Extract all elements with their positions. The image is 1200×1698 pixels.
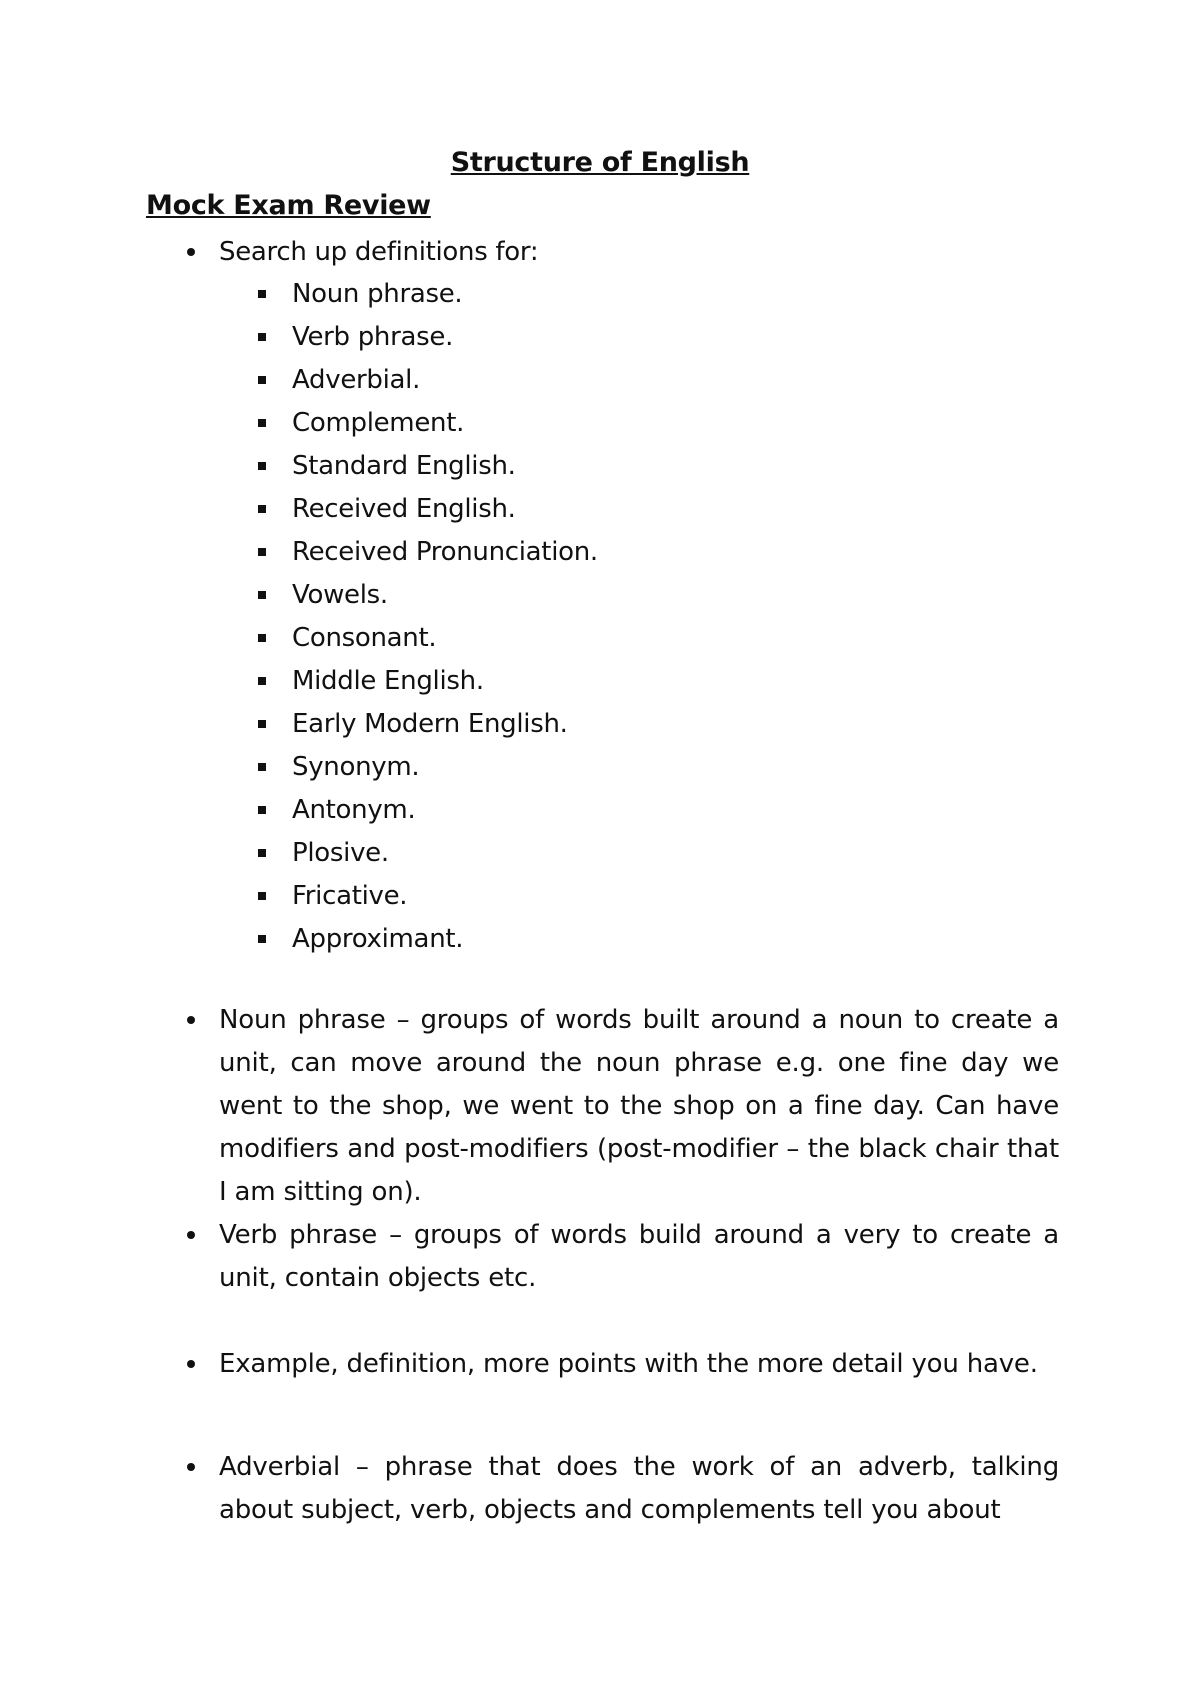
square-bullet-icon (258, 290, 266, 298)
term-item: Consonant. (292, 623, 437, 653)
term-item: Standard English. (292, 451, 516, 481)
square-bullet-icon (258, 935, 266, 943)
bullet-dot-icon (187, 1463, 195, 1471)
document-title: Structure of English (450, 147, 750, 178)
term-item: Early Modern English. (292, 709, 568, 739)
term-item: Verb phrase. (292, 322, 454, 352)
intro-line: Search up definitions for: (219, 237, 539, 267)
term-item: Fricative. (292, 881, 408, 911)
term-item: Received Pronunciation. (292, 537, 598, 567)
note-paragraph: Noun phrase – groups of words built around a noun to create a unit, can move around the noun phrase e.g. one fine day we went to the shop, we went to the shop on a fine day. Can have modifiers and post-modifiers (post-modifier – the black chair that I am sitting on). (219, 1005, 1059, 1207)
term-item: Vowels. (292, 580, 388, 610)
term-item: Approximant. (292, 924, 464, 954)
square-bullet-icon (258, 634, 266, 642)
bullet-dot-icon (187, 1016, 195, 1024)
square-bullet-icon (258, 419, 266, 427)
bullet-dot-icon (187, 248, 195, 256)
bullet-dot-icon (187, 1231, 195, 1239)
term-item: Noun phrase. (292, 279, 463, 309)
square-bullet-icon (258, 591, 266, 599)
square-bullet-icon (258, 806, 266, 814)
note-paragraph: Example, definition, more points with the more detail you have. (219, 1349, 1038, 1379)
square-bullet-icon (258, 462, 266, 470)
square-bullet-icon (258, 505, 266, 513)
square-bullet-icon (258, 720, 266, 728)
square-bullet-icon (258, 548, 266, 556)
section-heading: Mock Exam Review (146, 190, 431, 221)
square-bullet-icon (258, 892, 266, 900)
square-bullet-icon (258, 376, 266, 384)
term-item: Middle English. (292, 666, 484, 696)
term-item: Received English. (292, 494, 516, 524)
square-bullet-icon (258, 333, 266, 341)
term-item: Plosive. (292, 838, 389, 868)
square-bullet-icon (258, 763, 266, 771)
term-item: Complement. (292, 408, 465, 438)
square-bullet-icon (258, 849, 266, 857)
term-item: Synonym. (292, 752, 420, 782)
note-paragraph: Verb phrase – groups of words build around a very to create a unit, contain objects etc. (219, 1220, 1059, 1293)
note-paragraph: Adverbial – phrase that does the work of an adverb, talking about subject, verb, objects and complements tell you about (219, 1452, 1059, 1525)
square-bullet-icon (258, 677, 266, 685)
term-item: Antonym. (292, 795, 416, 825)
term-item: Adverbial. (292, 365, 421, 395)
bullet-dot-icon (187, 1360, 195, 1368)
